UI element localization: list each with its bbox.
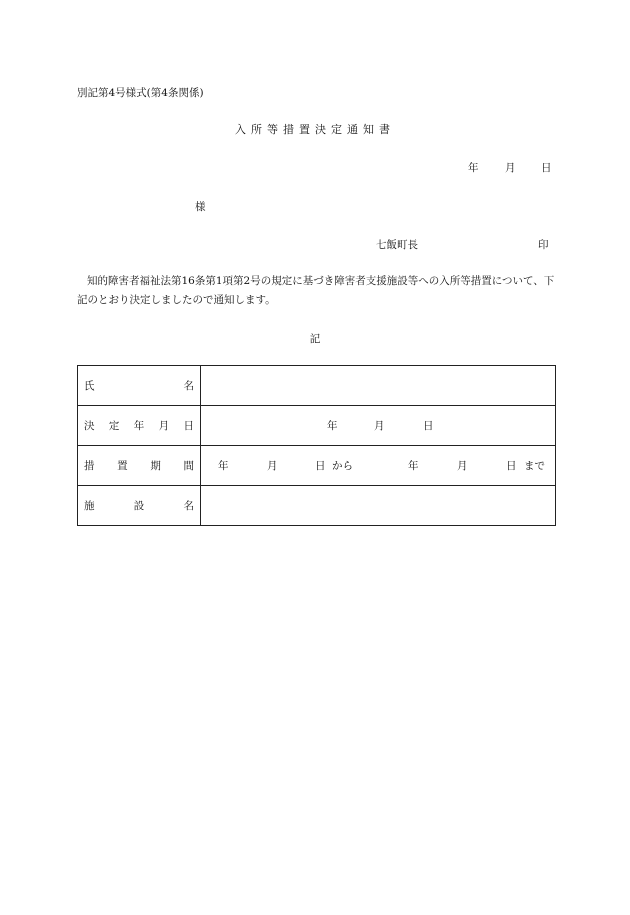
label-char: 間 xyxy=(183,460,194,472)
period-to-day: 日 xyxy=(506,460,517,472)
document-title: 入所等措置決定通知書 xyxy=(235,123,395,136)
issue-date-year: 年 xyxy=(468,162,479,174)
form-number-label: 別記第4号様式(第4条関係) xyxy=(77,87,204,99)
period-from-year: 年 xyxy=(218,460,229,472)
issue-date-month: 月 xyxy=(505,162,516,174)
decision-day: 日 xyxy=(423,420,434,432)
period-to-suffix: まで xyxy=(524,460,545,472)
notice-body: 知的障害者福祉法第16条第1項第2号の規定に基づき障害者支援施設等への入所等措置について、下記のとおり決定しましたので通知します。 xyxy=(77,275,555,306)
issue-date-day: 日 xyxy=(541,162,552,174)
period-from-suffix: から xyxy=(332,460,353,472)
label-char: 施 xyxy=(84,500,95,512)
label-char: 期 xyxy=(150,460,161,472)
label-char: 決 xyxy=(84,420,95,432)
label-char: 氏 xyxy=(84,380,95,392)
sender-name: 七飯町長 xyxy=(376,239,418,251)
label-char: 定 xyxy=(108,420,120,432)
period-from-month: 月 xyxy=(267,460,278,472)
seal-mark: 印 xyxy=(538,239,549,251)
ki-heading: 記 xyxy=(309,333,321,345)
label-char: 措 xyxy=(84,460,95,472)
period-to-year: 年 xyxy=(408,460,419,472)
label-period xyxy=(78,446,201,486)
label-char: 月 xyxy=(158,420,170,432)
details-table xyxy=(77,365,556,526)
period-field[interactable] xyxy=(201,446,556,486)
label-facility xyxy=(78,486,201,526)
table-row xyxy=(78,446,556,486)
decision-date-field[interactable] xyxy=(201,406,556,446)
label-char: 名 xyxy=(183,500,194,512)
facility-field[interactable] xyxy=(201,486,556,526)
decision-month: 月 xyxy=(374,420,385,432)
label-name xyxy=(78,366,201,406)
label-decision-date xyxy=(78,406,201,446)
table-row xyxy=(78,366,556,406)
period-to-month: 月 xyxy=(457,460,468,472)
table-row xyxy=(78,406,556,446)
label-char: 日 xyxy=(183,420,194,432)
label-char: 年 xyxy=(133,420,145,432)
recipient-honorific: 様 xyxy=(195,201,206,213)
decision-year: 年 xyxy=(327,420,338,432)
label-char: 置 xyxy=(117,460,128,472)
name-field[interactable] xyxy=(201,366,556,406)
period-from-day: 日 xyxy=(315,460,326,472)
label-char: 名 xyxy=(183,380,194,392)
table-row xyxy=(78,486,556,526)
label-char: 設 xyxy=(133,500,145,512)
